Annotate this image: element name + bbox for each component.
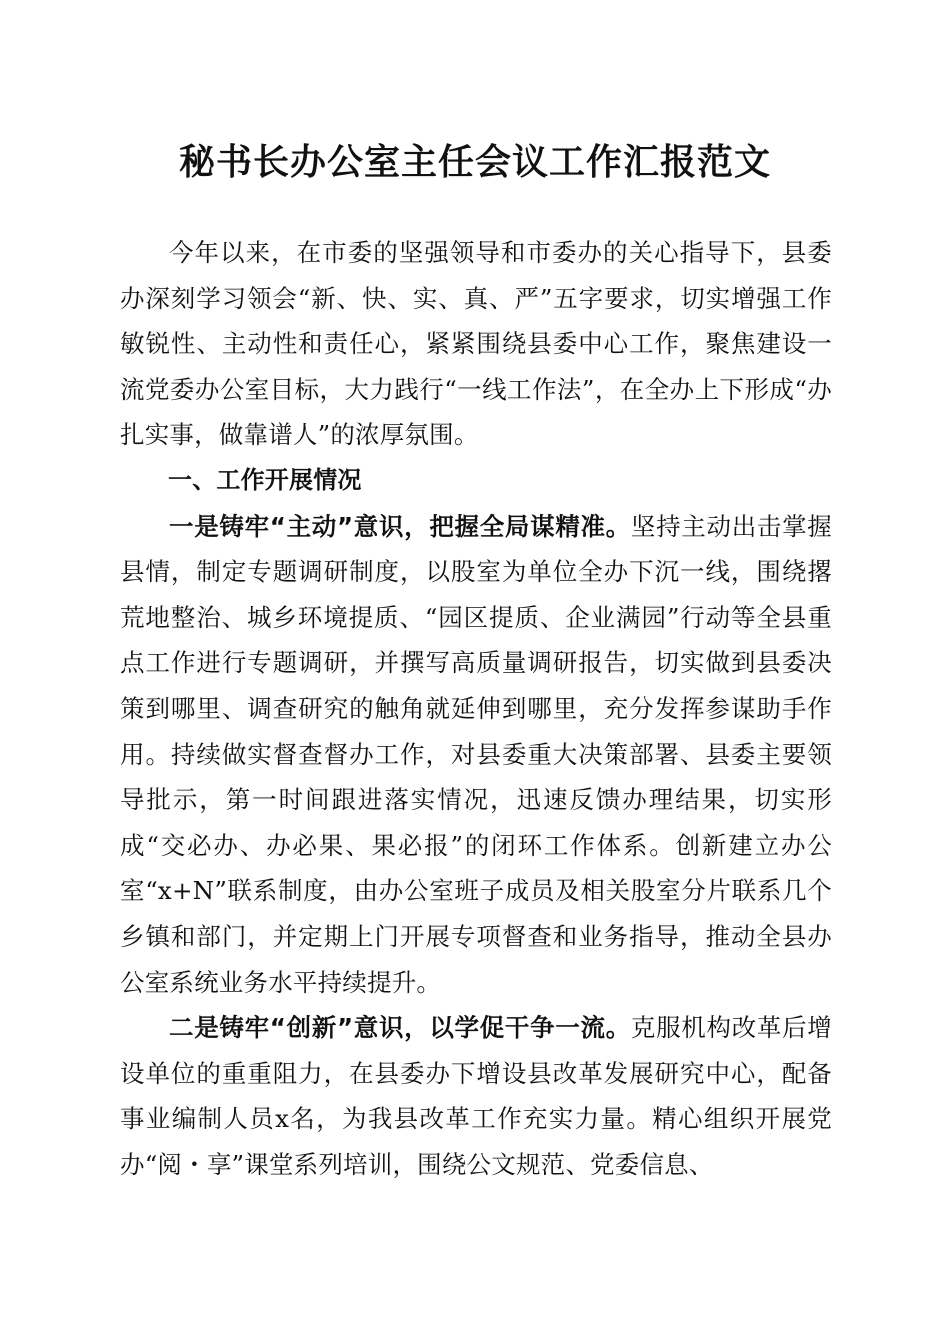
- intro-paragraph: 今年以来，在市委的坚强领导和市委办的关心指导下，县委办深刻学习领会“新、快、实、真、严”五字要求，切实增强工作敏锐性、主动性和责任心，紧紧围绕县委中心工作，聚焦建设一流党委办公室目标，大力践行“一线工作法”，在全办上下形成“办扎实事，做靠谱人”的浓厚氛围。: [120, 238, 832, 450]
- section-heading: 一、工作开展情况: [168, 465, 362, 494]
- item-two-lead: 二是铸牢“创新”意识，以学促干争一流。: [169, 1013, 631, 1043]
- item-one-paragraph: [120, 504, 832, 1006]
- item-one-text: 坚持主动出击掌握县情，制定专题调研制度，以股室为单位全办下沉一线，围绕撂荒地整治、城乡环境提质、“园区提质、企业满园”行动等全县重点工作进行专题调研，并撰写高质量调研报告，切实做到县委决策到哪里、调查研究的触角就延伸到哪里，充分发挥参谋助手作用。持续做实督查督办工作，对县委重大决策部署、县委主要领导批示，第一时间跟进落实情况，迅速反馈办理结果，切实形成“交必办、办必果、果必报”的闭环工作体系。创新建立办公室“x+N”联系制度，由办公室班子成员及相关股室分片联系几个乡镇和部门，并定期上门开展专项督查和业务指导，推动全县办公室系统业务水平持续提升。: [120, 511, 832, 997]
- item-one-lead: 一是铸牢“主动”意识，把握全局谋精准。: [169, 511, 631, 541]
- item-two-text: 克服机构改革后增设单位的重重阻力，在县委办下增设县改革发展研究中心，配备事业编制人员x名，为我县改革工作充实力量。精心组织开展党办“阅・享”课堂系列培训，围绕公文规范、党委信息、: [120, 1013, 832, 1179]
- item-two-paragraph: [120, 1005, 832, 1187]
- document-body: [120, 230, 832, 1187]
- document-title: 秘书长办公室主任会议工作汇报范文: [178, 141, 771, 183]
